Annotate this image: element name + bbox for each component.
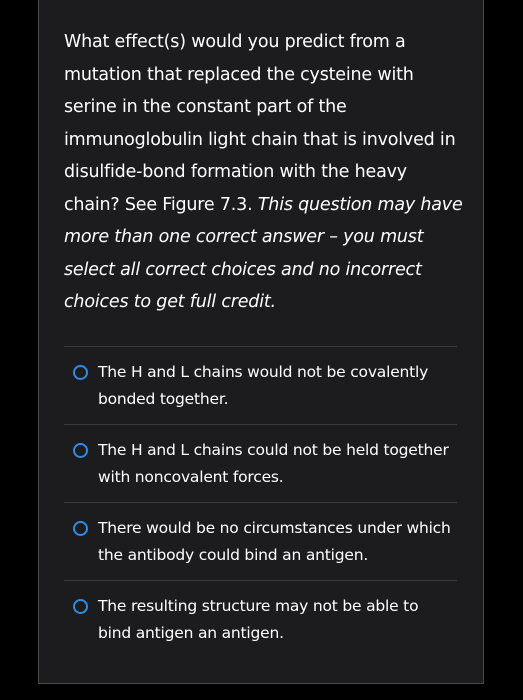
question-text: What effect(s) would you predict from a mutation that replaced the cysteine with serine in the constant part of the immunoglobulin light chain that is involved in disulfide-bond formation with the heavy chain? See Figure 7.3.	[64, 32, 456, 215]
answer-option-label[interactable]: The resulting structure may not be able to bind antigen an antigen.	[98, 597, 419, 642]
question-panel	[38, 0, 484, 684]
checkbox-icon[interactable]	[73, 521, 88, 536]
answer-option-2[interactable]	[64, 424, 457, 502]
checkbox-icon[interactable]	[73, 599, 88, 614]
question-instructions: This question may have more than one correct answer – you must select all correct choices and no incorrect choices to get full credit.	[64, 194, 463, 312]
checkbox-icon[interactable]	[73, 443, 88, 458]
answer-option-3[interactable]	[64, 502, 457, 580]
answer-options	[64, 346, 457, 658]
checkbox-icon[interactable]	[73, 365, 88, 380]
answer-option-1[interactable]	[64, 346, 457, 424]
answer-option-label[interactable]: There would be no circumstances under which the antibody could bind an antigen.	[98, 519, 451, 564]
answer-option-label[interactable]: The H and L chains could not be held together with noncovalent forces.	[98, 441, 449, 486]
question-prompt	[64, 26, 464, 319]
answer-option-4[interactable]	[64, 580, 457, 658]
answer-option-label[interactable]: The H and L chains would not be covalently bonded together.	[98, 363, 429, 408]
